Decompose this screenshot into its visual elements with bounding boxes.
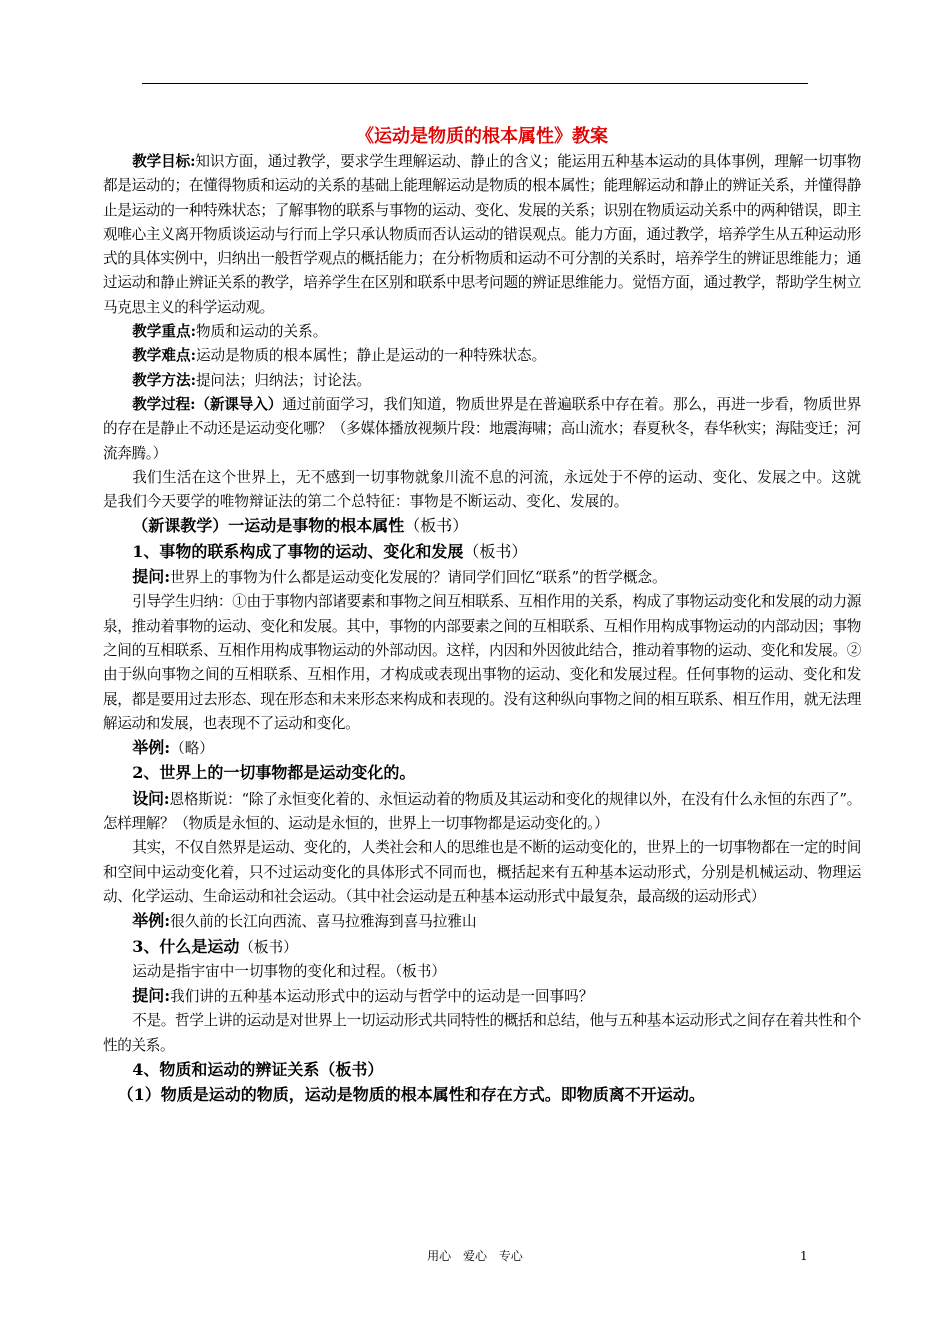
objectives-paragraph [103,150,861,320]
heading-3-note: （板书） [239,938,298,956]
question-3-text: 我们讲的五种基本运动形式中的运动与哲学中的运动是一回事吗？ [170,988,594,1006]
document-title: 《运动是物质的根本属性》教案 [356,126,608,147]
example-2 [103,909,861,934]
method-text: 提问法；归纳法；讨论法。 [195,371,372,389]
heading-2 [103,761,861,786]
heading-3-bold: 3、什么是运动 [132,936,240,956]
section-new-bold: （新课教学）一运动是事物的根本属性 [132,516,405,536]
question-1 [103,565,861,590]
difficulty-line [103,344,861,368]
objectives-text: 知识方面，通过教学，要求学生理解运动、静止的含义；能运用五种基本运动的具体事例，理解一切事物都是运动的；在懂得物质和运动的关系的基础上能理解运动是物质的根本属性；能理解运动和静止的辨证关系，并懂得静止是运动的一种特殊状态；了解事物的联系与事物的运动、变化、发展的关系；识别在物质运动关系中的两种错误，即主观唯心主义离开物质谈运动与行而上学只承认物质而否认运动的错误观点。能力方面，通过教学，培养学生从五种运动形式的具体实例中，归纳出一般哲学观点的概括能力；在分析物质和运动不可分割的关系时，培养学生的辨证思维能力；通过运动和静止辨证关系的教学，培养学生在区别和联系中思考问题的辨证思维能力。觉悟方面，通过教学，帮助学生树立马克思主义的科学运动观。 [103,153,862,316]
footer-motto: 用心 爱心 专心 [427,1249,523,1263]
question-2 [103,787,861,837]
heading-4-1-bold: （1）物质是运动的物质，运动是物质的根本属性和存在方式。即物质离不开运动。 [117,1085,705,1105]
difficulty-text: 运动是物质的根本属性；静止是运动的一种特殊状态。 [195,347,547,365]
method-line [103,369,861,393]
heading-2-bold: 2、世界上的一切事物都是运动变化的。 [132,763,416,783]
key-point-line [103,320,861,344]
nature-paragraph: 其实，不仅自然界是运动、变化的，人类社会和人的思维也是不断的运动变化的，世界上的一切事物都在一定的时间和空间中运动变化着，只不过运动变化的具体形式不同而也，概括起来有五种基本运动形式，分别是机械运动、物理运动、化学运动、生命运动和社会运动。（其中社会运动是五种基本运动形式中最复杂，最高级的运动形式） [103,839,861,905]
process-label: 教学过程:（新课导入） [132,395,283,413]
method-label: 教学方法: [132,371,196,389]
guide-paragraph: 引导学生归纳：①由于事物内部诸要素和事物之间互相联系、互相作用的关系，构成了事物运动变化和发展的动力源泉，推动着事物的运动、变化和发展。其中，事物的内部要素之间的互相联系、互相作用构成事物运动的内部动因；事物之间的互相联系、互相作用构成事物运动的外部动因。这样，内因和外因彼此结合，推动着事物的运动、变化和发展。②由于纵向事物之间的互相联系、互相作用，才构成或表现出事物的运动、变化和发展过程。任何事物的运动、变化和发展，都是要用过去形态、现在形态和未来形态来构成和表现的。没有这种纵向事物之间的相互联系、相互作用，就无法理解运动和发展，也表现不了运动和变化。 [103,593,861,732]
question-1-label: 提问: [132,567,171,587]
section-new-heading [103,514,861,539]
header-rule [142,83,808,84]
objectives-label: 教学目标: [132,153,196,170]
heading-1-note: （板书） [463,541,528,561]
question-3-label: 提问: [132,986,171,1006]
key-point-label: 教学重点: [132,323,196,341]
example-1 [103,736,861,761]
question-2-label: 设问: [132,788,170,808]
example-1-label: 举例: [132,738,171,758]
heading-4-1 [103,1083,861,1108]
heading-4-bold: 4、物质和运动的辨证关系（板书） [132,1059,384,1079]
definition-line: 运动是指宇宙中一切事物的变化和过程。（板书） [132,962,446,980]
question-2-text: 恩格斯说：“除了永恒变化着的、永恒运动着的物质及其运动和变化的规律以外，在没有什么永恒的东西了”。怎样理解？（物质是永恒的、运动是永恒的，世界上一切事物都是运动变化的。） [103,790,861,833]
key-point-text: 物质和运动的关系。 [195,323,328,341]
example-2-text: 很久前的长江向西流、喜马拉雅海到喜马拉雅山 [170,913,477,931]
page-number: 1 [800,1249,808,1263]
difficulty-label: 教学难点: [132,347,196,365]
intro-paragraph: 我们生活在这个世界上，无不感到一切事物就象川流不息的河流，永远处于不停的运动、变化、发展之中。这就是我们今天要学的唯物辩证法的第二个总特征：事物是不断运动、变化、发展的。 [103,468,861,511]
example-1-text: （略） [170,740,214,758]
heading-3 [103,935,861,960]
heading-1 [103,540,861,565]
process-text: 通过前面学习，我们知道，物质世界是在普遍联系中存在着。那么，再进一步看，物质世界的存在是静止不动还是运动变化哪？（多媒体播放视频片段：地震海啸；高山流水；春夏秋冬，春华秋实；海陆变迁；河流奔腾。） [103,395,861,462]
lesson-plan-body [103,124,861,1109]
heading-1-bold: 1、事物的联系构成了事物的运动、变化和发展 [132,541,464,561]
answer-3: 不是。哲学上讲的运动是对世界上一切运动形式共同特性的概括和总结，他与五种基本运动形式之间存在着共性和个性的关系。 [103,1012,861,1054]
process-paragraph [103,393,861,466]
section-new-note: （板书） [404,516,469,536]
question-3 [103,984,861,1009]
question-1-text: 世界上的事物为什么都是运动变化发展的？请同学们回忆“联系”的哲学概念。 [170,569,667,587]
heading-4 [103,1058,861,1083]
example-2-label: 举例: [132,911,171,931]
